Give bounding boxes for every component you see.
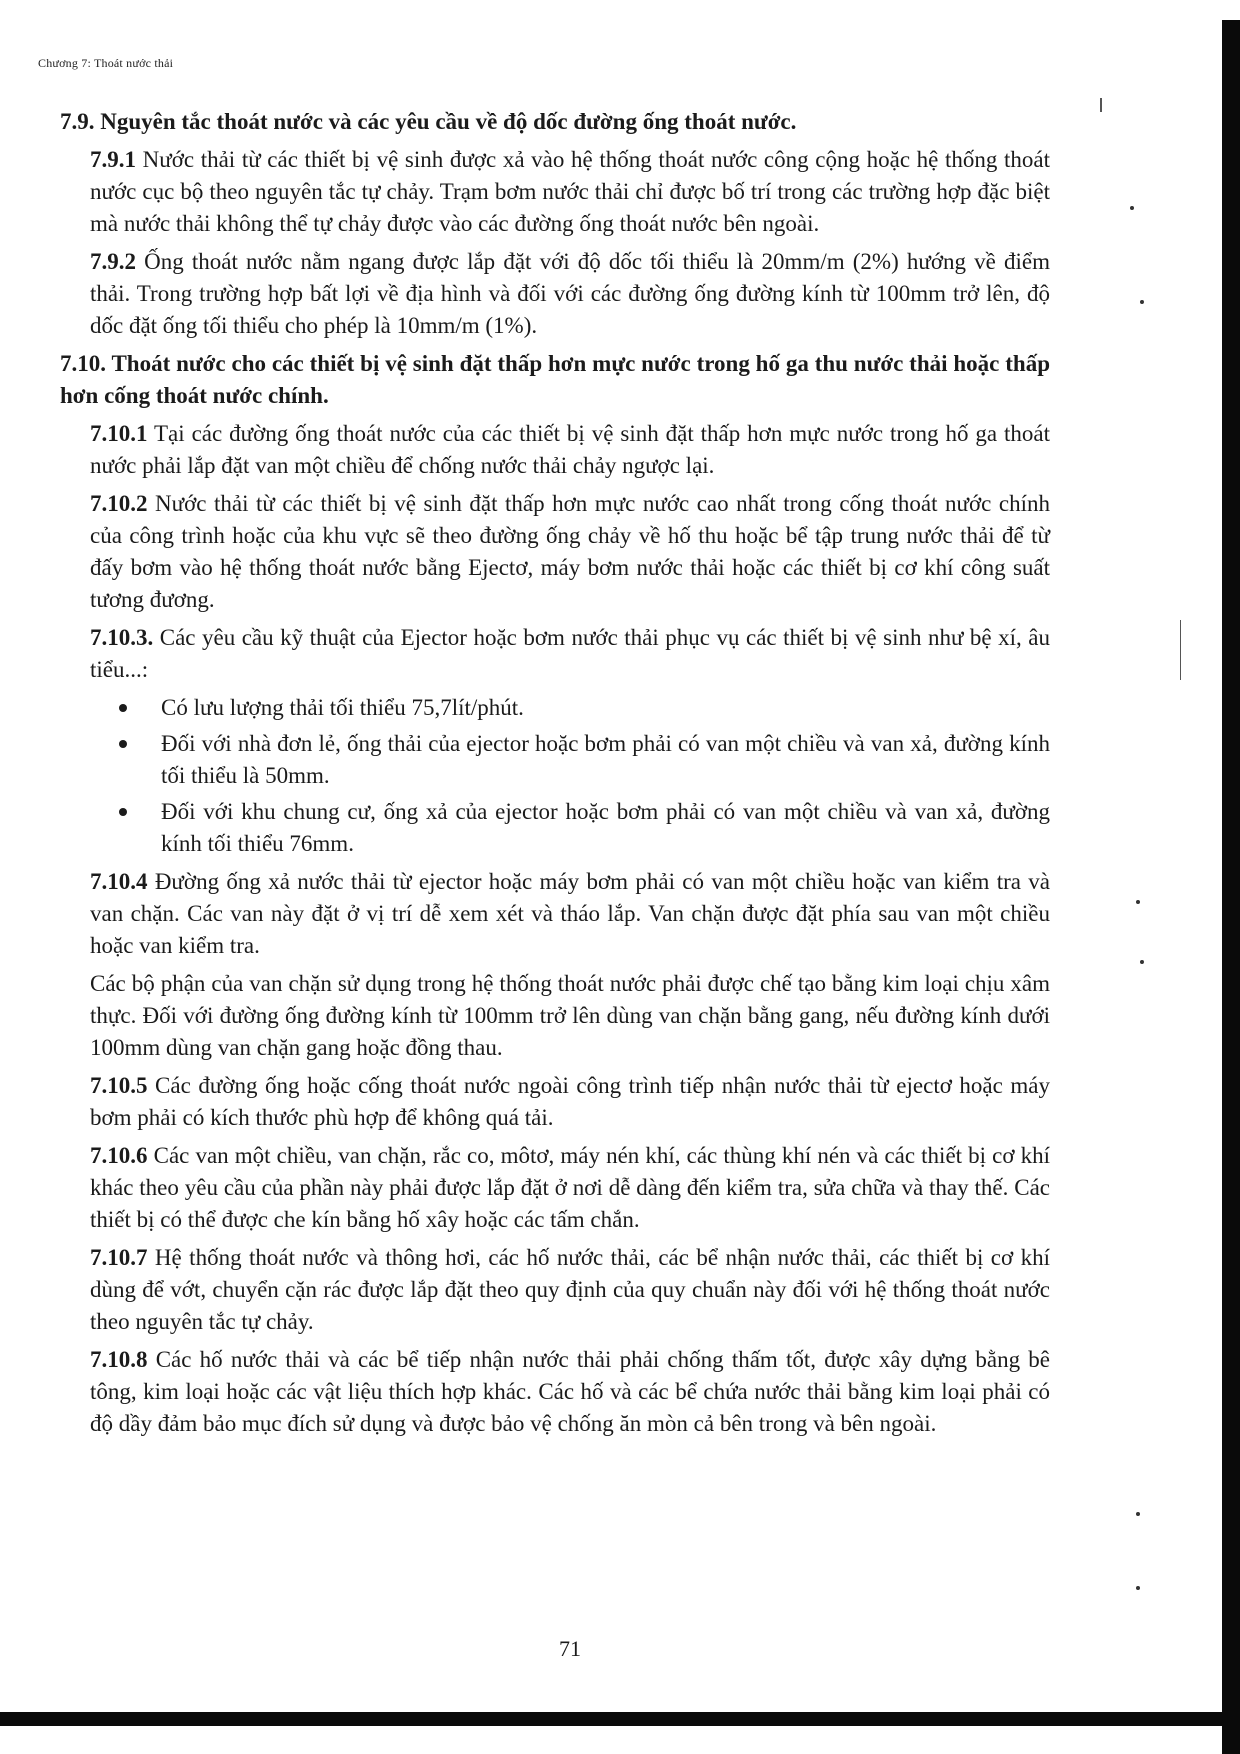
- paragraph-number: 7.9.2: [90, 249, 136, 274]
- paragraph-text: Hệ thống thoát nước và thông hơi, các hố nước thải, các bể nhận nước thải, các thiết bị cơ khí dùng để vớt, chuyển cặn rác được lắp đặt theo quy định của quy chuẩn này đối với hệ thống thoát nước theo nguyên tắc tự chảy.: [90, 1245, 1050, 1334]
- paragraph-number: 7.10.4: [90, 869, 148, 894]
- paragraph-number: 7.10.1: [90, 421, 148, 446]
- scan-speck: [1136, 1586, 1140, 1590]
- paragraph-number: 7.10.3.: [90, 625, 154, 650]
- document-body: [60, 106, 1050, 1446]
- paragraph-number: 7.10.2: [90, 491, 148, 516]
- paragraph-7-10-2: [60, 488, 1050, 616]
- running-header: Chương 7: Thoát nước thải: [38, 56, 174, 70]
- paragraph-number: 7.10.5: [90, 1073, 148, 1098]
- paragraph-7-10-3: [60, 622, 1050, 686]
- paragraph-7-10-1: [60, 418, 1050, 482]
- paragraph-number: 7.10.7: [90, 1245, 148, 1270]
- page-number: 71: [559, 1636, 581, 1661]
- paragraph-text: Tại các đường ống thoát nước của các thiết bị vệ sinh đặt thấp hơn mực nước trong hố ga thoát nước phải lắp đặt van một chiều để chống nước thải chảy ngược lại.: [90, 421, 1050, 478]
- paragraph-text: Nước thải từ các thiết bị vệ sinh được xả vào hệ thống thoát nước công cộng hoặc hệ thống thoát nước cục bộ theo nguyên tắc tự chảy. Trạm bơm nước thải chỉ được bố trí trong các trường hợp đặc biệt mà nước thải không thể tự chảy được vào các đường ống thoát nước bên ngoài.: [90, 147, 1050, 236]
- paragraph-text: Nước thải từ các thiết bị vệ sinh đặt thấp hơn mực nước cao nhất trong cống thoát nước chính của công trình hoặc của khu vực sẽ theo đường ống chảy về hố thu hoặc bể tập trung nước thải để từ đấy bơm vào hệ thống thoát nước bằng Ejectơ, máy bơm nước thải hoặc các thiết bị cơ khí công suất tương đương.: [90, 491, 1050, 612]
- scan-speck: [1140, 300, 1144, 304]
- paragraph-number: 7.9.1: [90, 147, 136, 172]
- scan-speck: [1100, 98, 1102, 112]
- paragraph-7-9-2: [60, 246, 1050, 342]
- paragraph-7-10-7: [60, 1242, 1050, 1338]
- paragraph-number: 7.10.6: [90, 1143, 148, 1168]
- paragraph-text: Ống thoát nước nằm ngang được lắp đặt với độ dốc tối thiểu là 20mm/m (2%) hướng về điểm thải. Trong trường hợp bất lợi về địa hình và đối với các đường ống đường kính từ 100mm trở lên, độ dốc đặt ống tối thiểu cho phép là 10mm/m (1%).: [90, 249, 1050, 338]
- scan-edge-right: [1222, 20, 1240, 1754]
- paragraph-text: Các đường ống hoặc cống thoát nước ngoài công trình tiếp nhận nước thải từ ejectơ hoặc máy bơm phải có kích thước phù hợp để không quá tải.: [90, 1073, 1050, 1130]
- list-item-text: Có lưu lượng thải tối thiểu 75,7lít/phút.: [161, 695, 524, 720]
- paragraph-7-10-4-continued: Các bộ phận của van chặn sử dụng trong hệ thống thoát nước phải được chế tạo bằng kim loại chịu xâm thực. Đối với đường ống đường kính từ 100mm trở lên dùng van chặn bằng gang, nếu đường kính dưới 100mm dùng van chặn gang hoặc đồng thau.: [90, 971, 1050, 1060]
- list-item-text: Đối với nhà đơn lẻ, ống thải của ejector hoặc bơm phải có van một chiều và van xả, đường kính tối thiểu là 50mm.: [161, 731, 1050, 788]
- bullet-icon: [119, 740, 127, 748]
- paragraph-7-10-4: [60, 866, 1050, 962]
- bullet-icon: [119, 808, 127, 816]
- section-7-9-heading: 7.9. Nguyên tắc thoát nước và các yêu cầu về độ dốc đường ống thoát nước.: [60, 109, 797, 134]
- list-item: [115, 728, 1050, 792]
- paragraph-text: Đường ống xả nước thải từ ejector hoặc máy bơm phải có van một chiều hoặc van kiểm tra và van chặn. Các van này đặt ở vị trí dễ xem xét và tháo lắp. Van chặn được đặt phía sau van một chiều hoặc van kiểm tra.: [90, 869, 1050, 958]
- scan-speck: [1140, 960, 1144, 964]
- scan-speck: [1180, 620, 1181, 680]
- bullet-icon: [119, 704, 127, 712]
- scan-speck: [1130, 206, 1134, 210]
- paragraph-text: Các van một chiều, van chặn, rắc co, môtơ, máy nén khí, các thùng khí nén và các thiết bị cơ khí khác theo yêu cầu của phần này phải được lắp đặt ở nơi dễ dàng đến kiểm tra, sửa chữa và thay thế. Các thiết bị có thể được che kín bằng hố xây hoặc các tấm chắn.: [90, 1143, 1050, 1232]
- scan-speck: [1136, 900, 1140, 904]
- scan-edge-bottom: [0, 1712, 1240, 1726]
- paragraph-number: 7.10.8: [90, 1347, 148, 1372]
- scan-speck: [1136, 1512, 1140, 1516]
- paragraph-7-10-5: [60, 1070, 1050, 1134]
- paragraph-7-10-6: [60, 1140, 1050, 1236]
- paragraph-7-9-1: [60, 144, 1050, 240]
- paragraph-text: Các yêu cầu kỹ thuật của Ejector hoặc bơm nước thải phục vụ các thiết bị vệ sinh như bệ xí, âu tiểu...:: [90, 625, 1050, 682]
- paragraph-text: Các hố nước thải và các bể tiếp nhận nước thải phải chống thấm tốt, được xây dựng bằng bê tông, kim loại hoặc các vật liệu thích hợp khác. Các hố và các bể chứa nước thải bằng kim loại phải có độ dầy đảm bảo mục đích sử dụng và được bảo vệ chống ăn mòn cả bên trong và bên ngoài.: [90, 1347, 1050, 1436]
- requirements-list: [60, 692, 1050, 860]
- list-item: [115, 692, 1050, 724]
- paragraph-7-10-8: [60, 1344, 1050, 1440]
- list-item-text: Đối với khu chung cư, ống xả của ejector hoặc bơm phải có van một chiều và van xả, đường kính tối thiểu 76mm.: [161, 799, 1050, 856]
- list-item: [115, 796, 1050, 860]
- section-7-10-heading: 7.10. Thoát nước cho các thiết bị vệ sinh đặt thấp hơn mực nước trong hố ga thu nước thải hoặc thấp hơn cống thoát nước chính.: [60, 351, 1050, 408]
